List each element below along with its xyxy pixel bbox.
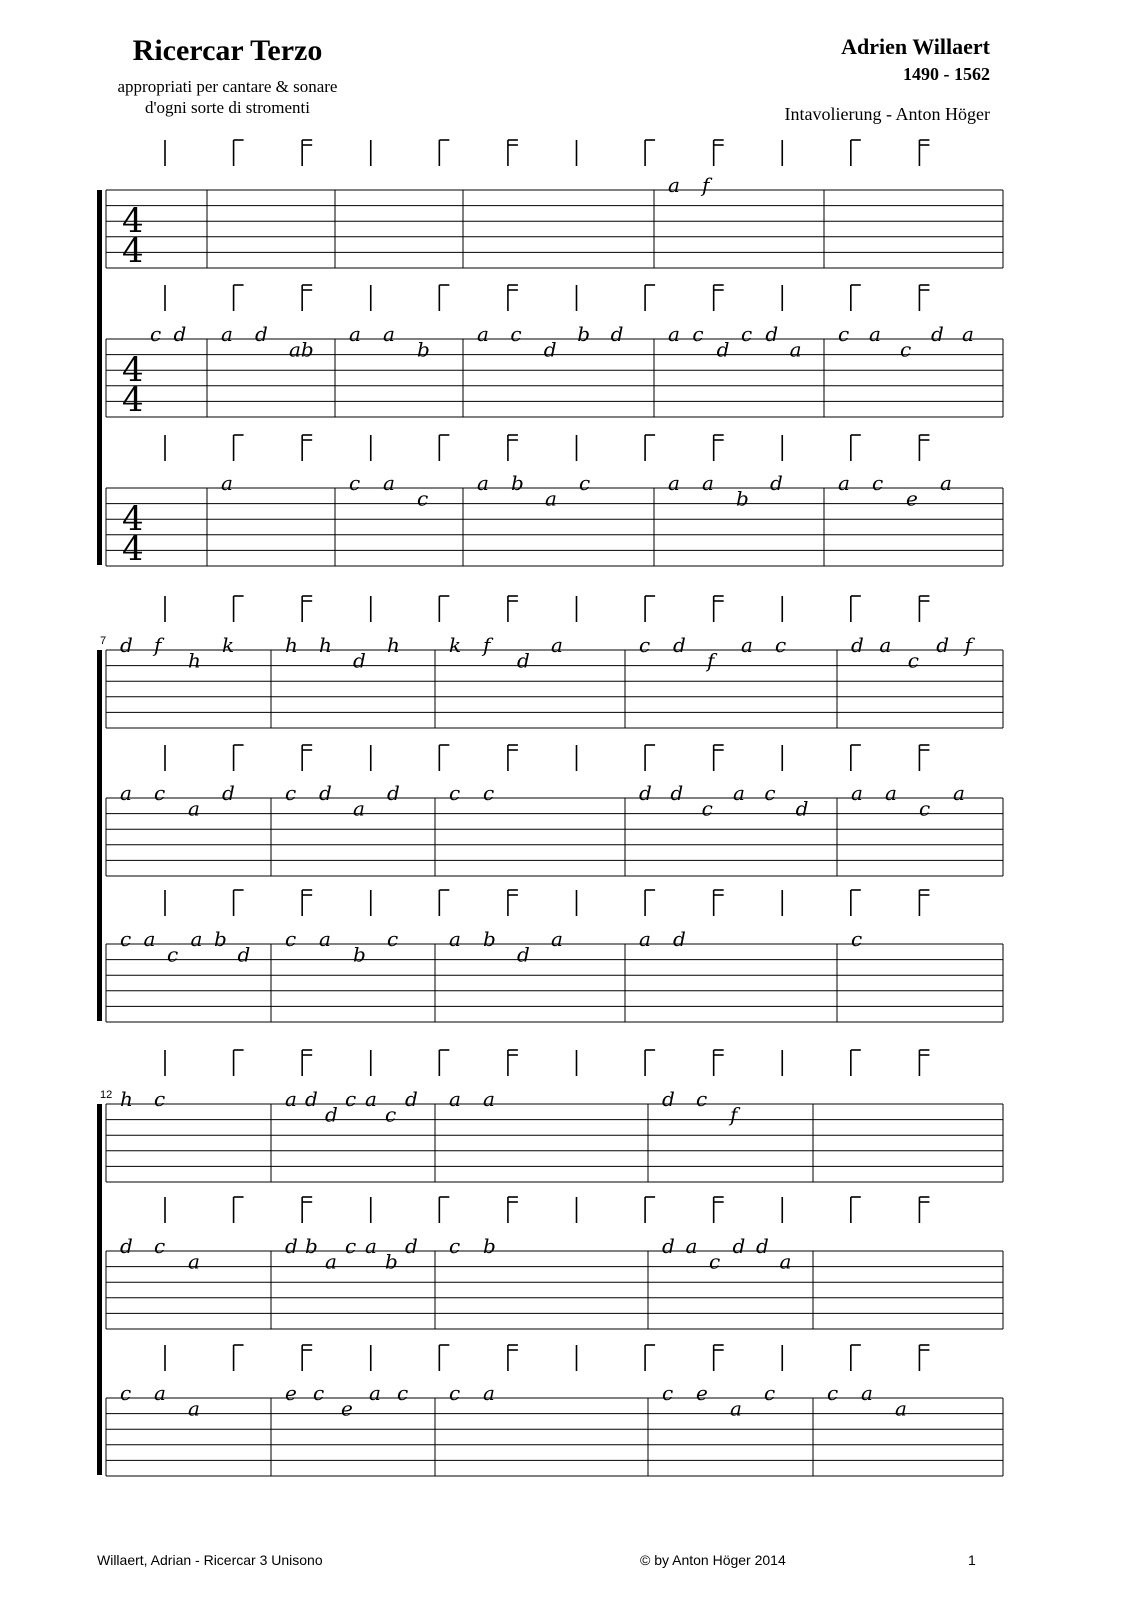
system-3-staff-3-tab-letter: c (662, 1381, 674, 1405)
system-1-staff-2-time-sig-numerator: 4 (122, 350, 144, 390)
system-2-staff-1-tab-letter: f (483, 633, 491, 657)
system-2-staff-2-tab-letter: a (120, 781, 132, 805)
system-1-staff-2-tab-letter: c (510, 322, 522, 346)
system-2-staff-2-tab-letter: a (353, 796, 365, 821)
system-1-staff-1-time-sig-numerator: 4 (122, 201, 144, 241)
system-2-staff-2-tab-letter: d (387, 781, 400, 805)
system-1-staff-2-tab-letter: c (150, 322, 162, 346)
system-1-staff-2-tab-letter: c (900, 337, 912, 362)
system-2-staff-1-tab-letter: d (851, 633, 864, 657)
system-2-staff-2-tab-letter: a (953, 781, 965, 805)
system-3-staff-1-tab-letter: c (345, 1087, 357, 1111)
system-2-staff-2-tab-letter: d (319, 781, 332, 805)
system-2-staff-2-tab-letter: c (701, 796, 713, 821)
system-1-staff-2-tab-letter: a (869, 322, 881, 346)
system-3-staff-1-tab-letter: a (449, 1087, 461, 1111)
system-1-staff-2-tab-letter: a (789, 337, 802, 362)
system-2-staff-2-tab-letter: d (795, 796, 809, 821)
system-2-staff-1-tab-letter: f (707, 648, 715, 673)
system-3-staff-3-tab-letter: a (483, 1381, 495, 1405)
subtitle-line-1: appropriati per cantare & sonare (117, 77, 338, 96)
system-1-staff-3-tab-letter: c (417, 486, 429, 511)
system-3-staff-1-tab-letter: c (385, 1102, 397, 1127)
system-2-staff-1-tab-letter: k (222, 633, 235, 657)
system-3-staff-1-tab-letter: a (365, 1087, 377, 1111)
system-2-staff-1-tab-letter: h (188, 648, 201, 673)
system-2-staff-1-tab-letter: d (936, 633, 950, 657)
system-2-brace (97, 650, 102, 1021)
system-2-staff-2-tab-letter: c (764, 781, 776, 805)
system-3-staff-1-tab-letter: d (305, 1087, 318, 1111)
system-2-staff-1-tab-letter: a (741, 633, 753, 657)
system-3-staff-1-tab-letter: d (662, 1087, 675, 1111)
system-3-staff-3-tab-letter: c (449, 1381, 461, 1405)
arranger-credit: Intavolierung - Anton Höger (784, 104, 990, 124)
footer-copyright: © by Anton Höger 2014 (640, 1552, 786, 1568)
system-2-staff-3-tab-letter: a (551, 927, 563, 951)
system-2-staff-3-tab-letter: a (190, 927, 203, 951)
system-2-staff-3-tab-letter: b (353, 942, 366, 967)
system-3-staff-2-tab-letter: d (662, 1234, 675, 1258)
system-1-staff-3-tab-letter: b (736, 486, 749, 511)
system-1-staff-3-tab-letter: a (702, 471, 714, 495)
system-1-staff-3-tab-letter: e (906, 486, 918, 511)
system-3-staff-2-tab-letter: b (385, 1249, 398, 1274)
system-2-staff-1-tab-letter: c (639, 633, 651, 657)
system-2-staff-1-tab-letter: d (673, 633, 686, 657)
system-2-staff-2-tab-letter: c (154, 781, 166, 805)
system-3-staff-2-tab-letter: d (756, 1234, 769, 1258)
system-3-staff-3-tab-letter: e (696, 1381, 708, 1405)
system-1-staff-3-tab-letter: a (940, 471, 952, 495)
system-2-staff-1-tab-letter: k (449, 633, 462, 657)
system-1-staff-3-time-sig-denominator: 4 (122, 529, 144, 569)
system-2-staff-2-tab-letter: c (449, 781, 461, 805)
system-1-staff-3-tab-letter: a (383, 471, 395, 495)
system-2-staff-3-tab-letter: d (237, 942, 251, 967)
system-2-staff-1-tab-letter: d (353, 648, 366, 673)
system-2-staff-3-tab-letter: c (120, 927, 132, 951)
system-1-staff-3-tab-letter: d (770, 471, 783, 495)
system-3-staff-2-tab-letter: a (188, 1249, 200, 1274)
system-3-staff-1-tab-letter: d (325, 1102, 338, 1127)
system-1-staff-2-tab-letter: a (477, 322, 489, 346)
system-2-measure-number: 7 (100, 635, 107, 647)
system-3-staff-1-tab-letter: c (696, 1087, 708, 1111)
system-3-staff-2-tab-letter: d (405, 1234, 418, 1258)
system-1-staff-2-tab-letter: ab (289, 337, 314, 362)
composer-dates: 1490 - 1562 (903, 64, 990, 84)
system-3-staff-1-tab-letter: a (285, 1087, 297, 1111)
system-2-staff-1-tab-letter: c (775, 633, 787, 657)
system-1-staff-2-tab-letter: b (417, 337, 430, 362)
system-2-staff-2-tab-letter: a (733, 781, 745, 805)
system-1-staff-3-tab-letter: c (579, 471, 591, 495)
system-1-staff-2-time-sig-denominator: 4 (122, 380, 144, 420)
system-1-staff-3-tab-letter: a (545, 486, 557, 511)
footer-left: Willaert, Adrian - Ricercar 3 Unisono (97, 1552, 323, 1568)
system-1-staff-2-tab-letter: c (838, 322, 850, 346)
system-3-staff-3-tab-letter: c (764, 1381, 776, 1405)
system-1-staff-2-tab-letter: d (765, 322, 779, 346)
system-2-staff-1-tab-letter: h (387, 633, 400, 657)
system-1-staff-2-tab-letter: c (741, 322, 753, 346)
system-3-staff-2-tab-letter: a (325, 1249, 337, 1274)
system-2-staff-2-tab-letter: a (885, 781, 897, 805)
system-3-staff-3-tab-letter: c (120, 1381, 132, 1405)
system-1-staff-2-tab-letter: d (610, 322, 624, 346)
system-3-measure-number: 12 (100, 1089, 113, 1101)
system-3-staff-1-tab-letter: a (483, 1087, 495, 1111)
system-3-staff-1-tab-letter: c (154, 1087, 166, 1111)
system-1-staff-3-tab-letter: c (349, 471, 361, 495)
system-1-staff-3-tab-letter: a (221, 471, 233, 495)
system-2-staff-1-tab-letter: a (551, 633, 563, 657)
system-2-staff-2-tab-letter: a (188, 796, 200, 821)
system-3-staff-2-tab-letter: d (732, 1234, 746, 1258)
system-3-staff-3-tab-letter: a (369, 1381, 381, 1405)
system-3-staff-2-tab-letter: b (483, 1234, 496, 1258)
system-1-staff-1-tab-letter: f (702, 173, 710, 197)
system-1-staff-2-tab-letter: d (543, 337, 557, 362)
system-2-staff-1-tab-letter: f (154, 633, 162, 657)
system-1-staff-1-tab-letter: a (668, 173, 680, 197)
system-1-staff-3-tab-letter: b (511, 471, 524, 495)
system-1-staff-1-time-sig-denominator: 4 (122, 231, 144, 271)
system-3-staff-2-tab-letter: c (345, 1234, 357, 1258)
system-2-staff-1-tab-letter: c (907, 648, 920, 673)
system-1-staff-2-tab-letter: a (962, 322, 974, 346)
system-3-staff-2-tab-letter: c (709, 1249, 721, 1274)
system-3-staff-3-tab-letter: a (188, 1396, 200, 1421)
system-2-staff-2-tab-letter: d (222, 781, 235, 805)
system-3-staff-3-tab-letter: c (313, 1381, 325, 1405)
system-2-staff-2-tab-letter: c (483, 781, 495, 805)
system-2-staff-1-tab-letter: d (517, 648, 530, 673)
system-2-staff-3-tab-letter: b (483, 927, 496, 951)
system-2-staff-2-tab-letter: d (639, 781, 652, 805)
system-3-staff-3-tab-letter: c (397, 1381, 409, 1405)
system-1-staff-3-time-sig-numerator: 4 (122, 499, 144, 539)
system-3-staff-3-tab-letter: e (285, 1381, 297, 1405)
system-2-staff-2-tab-letter: a (851, 781, 863, 805)
system-3-brace (97, 1104, 102, 1475)
composer-name: Adrien Willaert (841, 34, 990, 59)
system-2-staff-3-tab-letter: a (319, 927, 331, 951)
system-1-staff-3-tab-letter: a (477, 471, 489, 495)
system-3-staff-1-tab-letter: h (120, 1087, 133, 1111)
system-2-staff-1-tab-letter: f (964, 633, 973, 657)
system-3-staff-3-tab-letter: a (154, 1381, 166, 1405)
system-1-staff-2-tab-letter: a (668, 322, 680, 346)
system-2-staff-2-tab-letter: c (285, 781, 297, 805)
system-3-staff-1-tab-letter: f (730, 1102, 738, 1127)
system-1-staff-2-tab-letter: d (931, 322, 944, 346)
system-2-staff-3-tab-letter: c (167, 942, 179, 967)
system-2-staff-2-tab-letter: d (670, 781, 684, 805)
system-3-staff-3-tab-letter: e (341, 1396, 353, 1421)
system-3-staff-2-tab-letter: b (305, 1234, 318, 1258)
system-3-staff-1-tab-letter: d (405, 1087, 418, 1111)
system-2-staff-3-tab-letter: a (143, 927, 156, 951)
system-3-staff-2-tab-letter: c (154, 1234, 166, 1258)
system-2-staff-3-tab-letter: c (285, 927, 297, 951)
system-2-staff-3-tab-letter: d (673, 927, 686, 951)
system-2-staff-1-tab-letter: h (319, 633, 332, 657)
system-3-staff-2-tab-letter: a (779, 1249, 792, 1274)
system-1-staff-2-tab-letter: d (173, 322, 187, 346)
system-1-brace (97, 190, 102, 565)
system-1-staff-2-tab-letter: c (692, 322, 704, 346)
system-2-staff-3-tab-letter: a (449, 927, 461, 951)
system-3-staff-3-tab-letter: a (895, 1396, 907, 1421)
system-1-staff-2-tab-letter: d (716, 337, 730, 362)
system-3-staff-2-tab-letter: d (120, 1234, 133, 1258)
system-1-staff-3-tab-letter: a (838, 471, 850, 495)
system-1-staff-2-tab-letter: b (577, 322, 591, 346)
system-2-staff-3-tab-letter: c (851, 927, 863, 951)
system-1-staff-2-tab-letter: a (221, 322, 233, 346)
system-2-staff-3-tab-letter: a (639, 927, 651, 951)
page-title: Ricercar Terzo (132, 34, 323, 67)
system-3-staff-2-tab-letter: a (365, 1234, 377, 1258)
system-2-staff-3-tab-letter: c (387, 927, 399, 951)
system-3-staff-3-tab-letter: a (730, 1396, 742, 1421)
system-3-staff-3-tab-letter: c (827, 1381, 839, 1405)
system-3-staff-2-tab-letter: d (285, 1234, 298, 1258)
system-2-staff-1-tab-letter: d (120, 633, 133, 657)
system-1-staff-2-tab-letter: d (255, 322, 268, 346)
system-1-staff-3-tab-letter: a (668, 471, 680, 495)
system-3-staff-2-tab-letter: a (685, 1234, 698, 1258)
system-3-staff-2-tab-letter: c (449, 1234, 461, 1258)
system-2-staff-3-tab-letter: d (517, 942, 530, 967)
system-2-staff-1-tab-letter: h (285, 633, 298, 657)
system-2-staff-2-tab-letter: c (919, 796, 931, 821)
subtitle-line-2: d'ogni sorte di stromenti (144, 98, 311, 117)
page-number: 1 (968, 1552, 976, 1568)
system-1-staff-3-tab-letter: c (872, 471, 884, 495)
system-1-staff-2-tab-letter: a (349, 322, 361, 346)
system-3-staff-3-tab-letter: a (861, 1381, 873, 1405)
system-2-staff-1-tab-letter: a (879, 633, 892, 657)
system-2-staff-3-tab-letter: b (214, 927, 227, 951)
system-1-staff-2-tab-letter: a (383, 322, 395, 346)
